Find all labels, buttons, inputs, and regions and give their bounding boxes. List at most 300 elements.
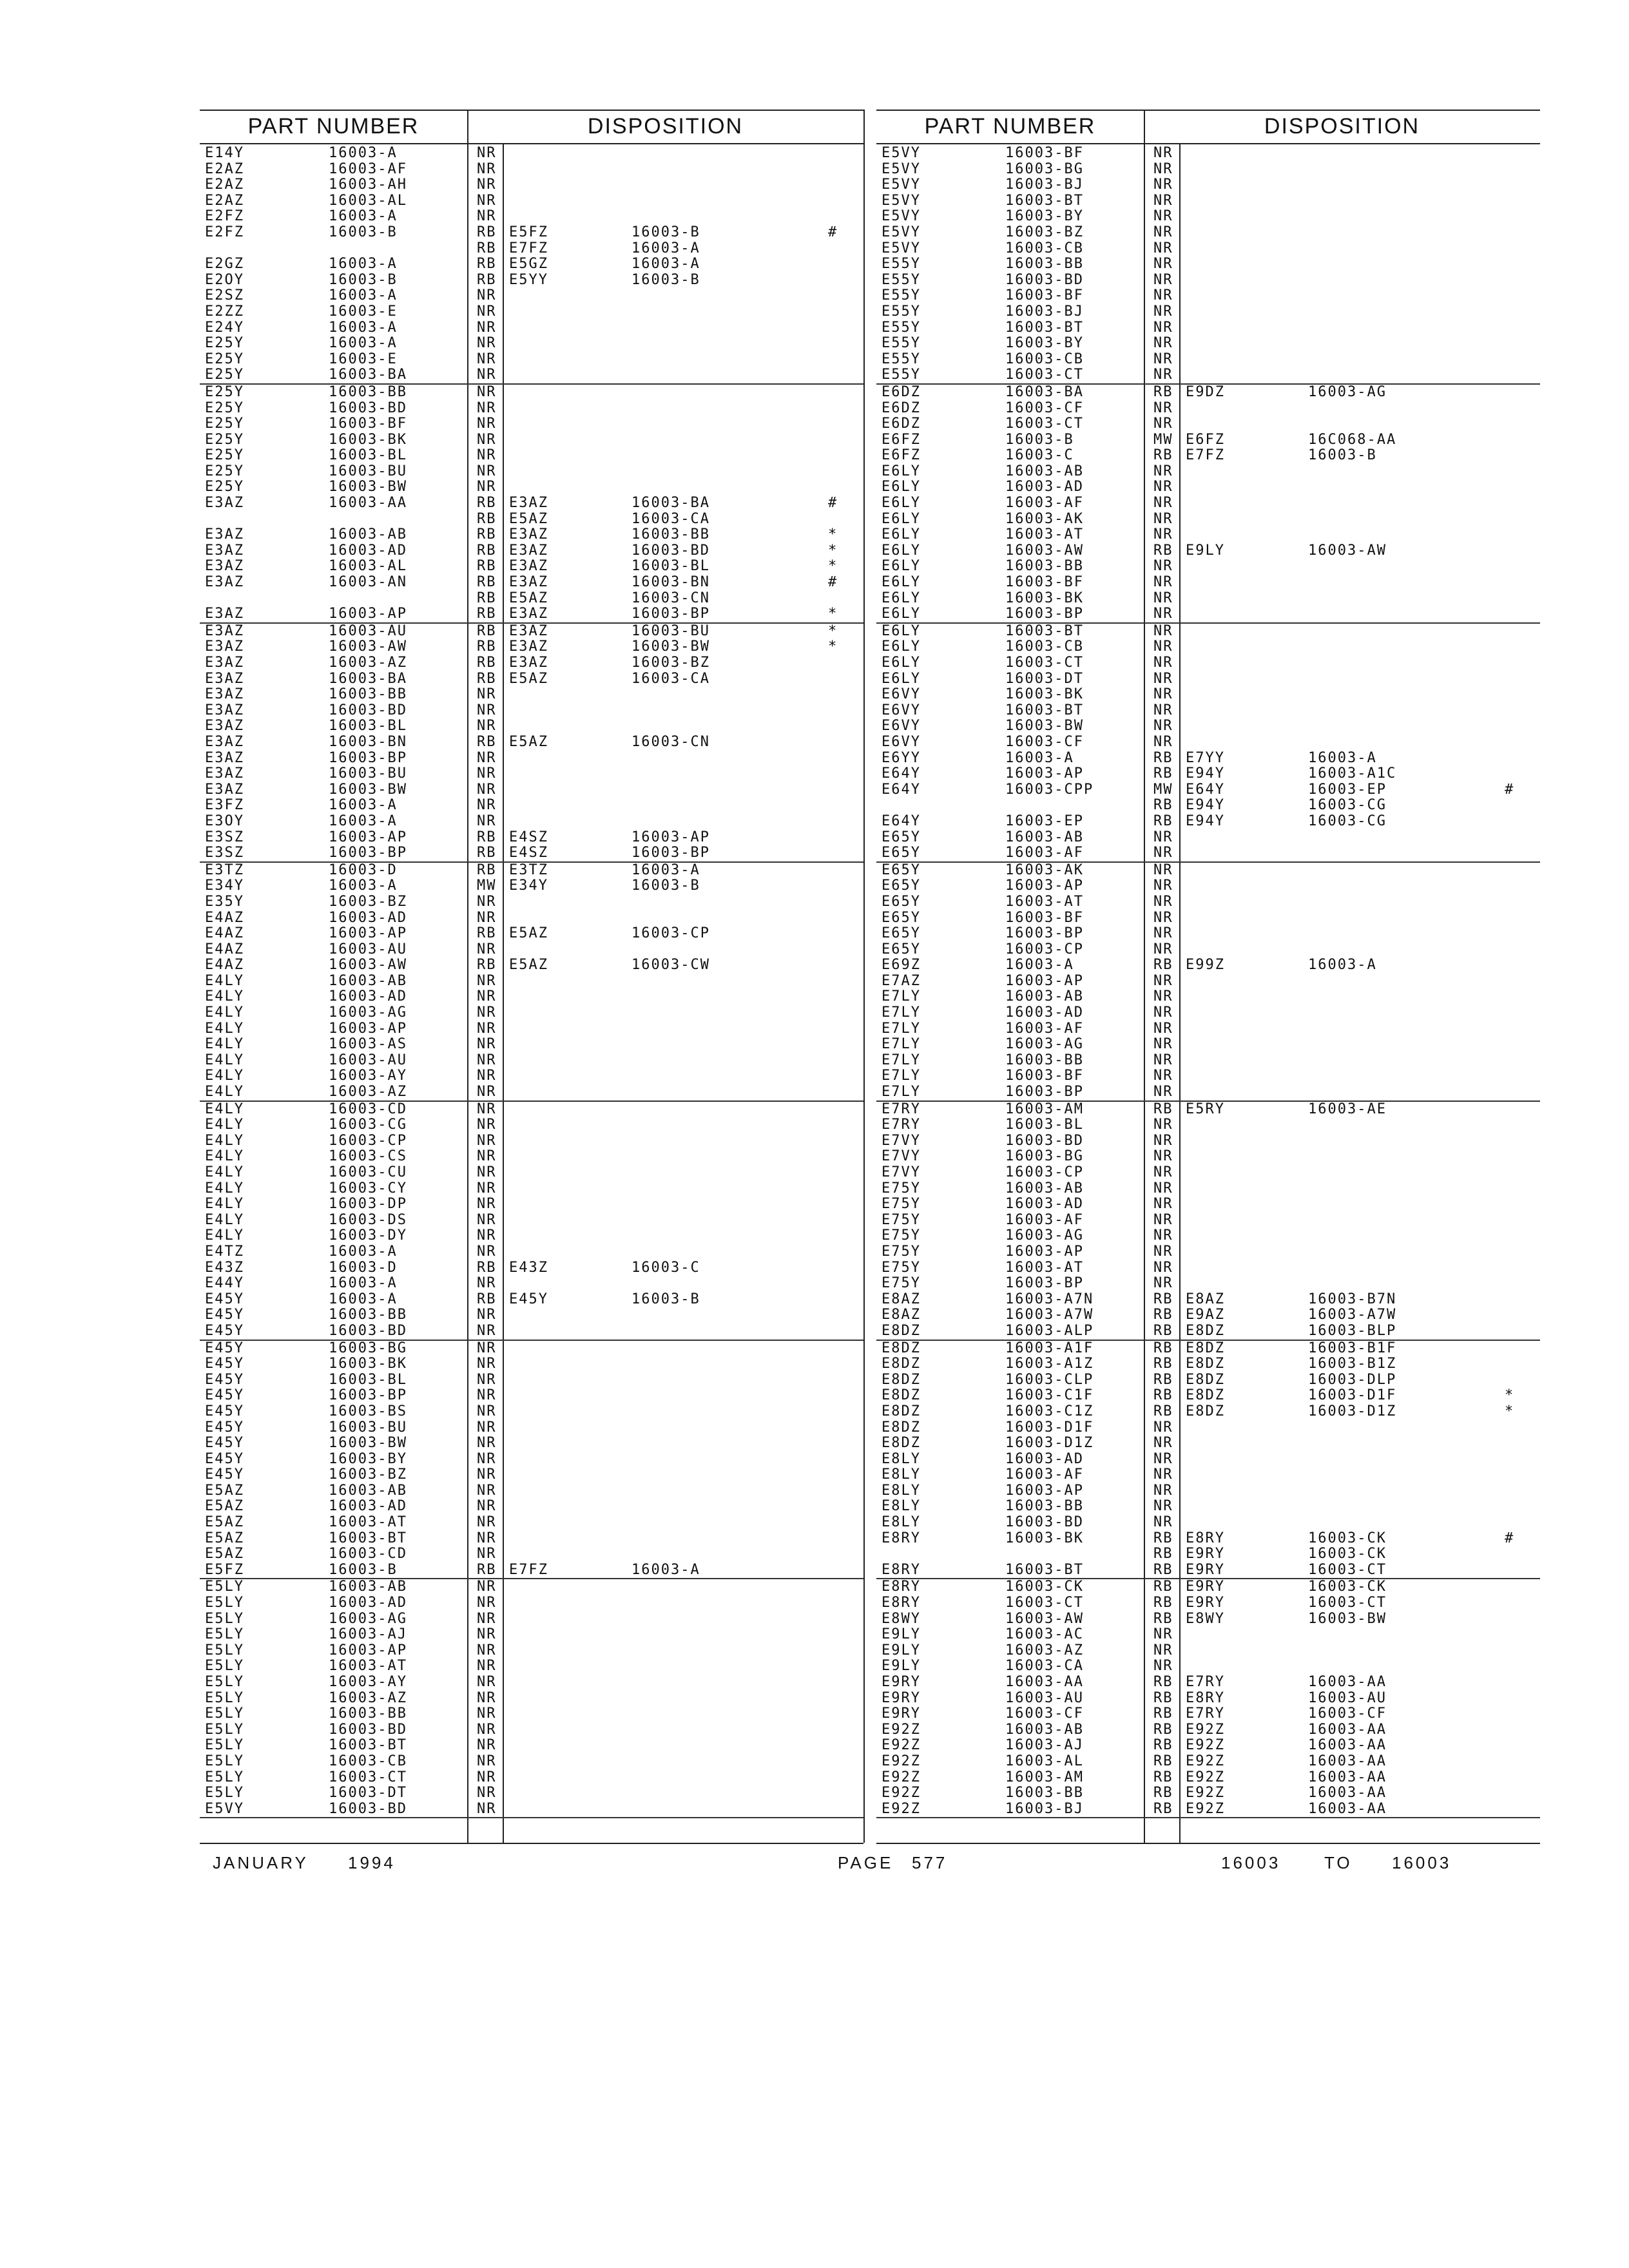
disposition-code: RB	[1153, 1530, 1173, 1546]
part-prefix: E5VY	[882, 208, 921, 225]
part-prefix: E6VY	[882, 702, 921, 718]
part-number: 16003-AT	[1005, 1259, 1084, 1276]
part-prefix: E65Y	[882, 941, 921, 957]
disposition-code: NR	[1153, 925, 1173, 942]
table-row	[876, 1181, 1540, 1197]
disposition-code: RB	[1153, 1561, 1173, 1578]
new-prefix: E8DZ	[1186, 1387, 1225, 1404]
disposition-code: MW	[1153, 431, 1173, 448]
disposition-code: NR	[1153, 416, 1173, 432]
table-row	[876, 385, 1540, 401]
new-number: 16003-AA	[1308, 1800, 1387, 1817]
part-number: 16003-BB	[1005, 1052, 1084, 1068]
disposition-code: NR	[1153, 1435, 1173, 1452]
part-prefix: E45Y	[205, 1356, 244, 1372]
part-number: 16003-AL	[1005, 1753, 1084, 1769]
disposition-code: RB	[1153, 1322, 1173, 1339]
new-number: 16003-B1Z	[1308, 1356, 1397, 1372]
disposition-code: NR	[477, 1243, 497, 1260]
part-prefix: E2GZ	[205, 256, 244, 273]
part-number: 16003-BU	[329, 463, 407, 479]
disposition-code: NR	[477, 765, 497, 782]
part-number: 16003-D	[329, 861, 398, 878]
table-row	[876, 957, 1540, 974]
new-number: 16003-BU	[631, 622, 710, 639]
disposition-code: NR	[1153, 1052, 1173, 1068]
part-number: 16003-A	[1005, 749, 1074, 766]
table-row	[876, 1244, 1540, 1260]
part-number: 16003-BP	[1005, 1275, 1084, 1292]
disposition-code: NR	[477, 1514, 497, 1531]
table-row	[876, 1531, 1540, 1547]
part-number: 16003-CB	[1005, 351, 1084, 367]
disposition-code: NR	[477, 1036, 497, 1053]
disposition-code: MW	[1153, 781, 1173, 798]
table-row	[876, 751, 1540, 767]
table-row	[876, 687, 1540, 703]
disposition-code: NR	[1153, 399, 1173, 416]
table-row	[876, 735, 1540, 751]
table-row	[876, 863, 1540, 879]
part-prefix: E8AZ	[882, 1307, 921, 1323]
part-prefix: E3AZ	[205, 542, 244, 559]
table-row	[876, 798, 1540, 814]
table-row	[200, 1084, 863, 1102]
disposition-code: NR	[1153, 192, 1173, 209]
disposition-code: NR	[477, 399, 497, 416]
table-row	[876, 606, 1540, 624]
part-prefix: E5LY	[205, 1706, 244, 1722]
table-row	[876, 162, 1540, 178]
table-row	[200, 845, 863, 863]
table-row	[200, 1611, 863, 1628]
table-row	[200, 1053, 863, 1069]
disposition-code: NR	[477, 1180, 497, 1196]
part-number: 16003-A	[329, 1275, 398, 1292]
disposition-code: NR	[1153, 622, 1173, 639]
part-prefix: E6LY	[882, 479, 921, 495]
part-number: 16003-A	[329, 287, 398, 304]
disposition-code: NR	[477, 383, 497, 400]
table-row	[200, 448, 863, 464]
disposition-code: RB	[477, 655, 497, 671]
disposition-code: NR	[477, 303, 497, 320]
disposition-code: NR	[477, 145, 497, 161]
part-number: 16003-CT	[329, 1769, 407, 1785]
disposition-code: NR	[477, 1356, 497, 1372]
part-number: 16003-AJ	[1005, 1737, 1084, 1754]
part-number: 16003-AP	[329, 606, 407, 622]
disposition-code: NR	[1153, 1132, 1173, 1149]
disposition-code: NR	[1153, 1466, 1173, 1483]
table-row	[200, 782, 863, 798]
part-prefix: E4LY	[205, 1020, 244, 1037]
part-number: 16003-BL	[1005, 1117, 1084, 1133]
part-number: 16003-BJ	[1005, 1800, 1084, 1817]
part-number: 16003-CT	[1005, 367, 1084, 383]
part-number: 16003-BK	[1005, 590, 1084, 606]
disposition-code: NR	[1153, 829, 1173, 845]
part-prefix: E2OY	[205, 271, 244, 288]
part-number: 16003-AD	[329, 909, 407, 926]
part-prefix: E3AZ	[205, 702, 244, 718]
table-row	[200, 1467, 863, 1483]
part-number: 16003-DP	[329, 1196, 407, 1213]
table-row	[200, 735, 863, 751]
part-number: 16003-AB	[1005, 1721, 1084, 1738]
part-prefix: E7LY	[882, 1052, 921, 1068]
part-number: 16003-AP	[1005, 765, 1084, 782]
part-prefix: E75Y	[882, 1227, 921, 1244]
new-number: 16003-AU	[1308, 1689, 1387, 1706]
table-row	[200, 162, 863, 178]
part-number: 16003-AL	[329, 558, 407, 575]
table-row	[876, 1611, 1540, 1628]
table-row	[200, 591, 863, 607]
disposition-code: NR	[1153, 367, 1173, 383]
part-prefix: E6LY	[882, 526, 921, 543]
disposition-code: RB	[477, 925, 497, 942]
new-number: 16003-B	[631, 224, 700, 240]
part-number: 16003-BF	[1005, 909, 1084, 926]
part-prefix: E9RY	[882, 1674, 921, 1690]
table-row	[200, 1117, 863, 1133]
new-prefix: E3AZ	[509, 558, 548, 575]
part-number: 16003-CB	[329, 1753, 407, 1769]
part-number: 16003-BK	[329, 1356, 407, 1372]
part-number: 16003-CY	[329, 1180, 407, 1196]
new-prefix: E8RY	[1186, 1530, 1225, 1546]
disposition-code: RB	[477, 1259, 497, 1276]
part-number: 16003-AT	[1005, 893, 1084, 910]
part-number: 16003-CPP	[1005, 781, 1094, 798]
new-number: 16003-BD	[631, 542, 710, 559]
new-number: 16003-A	[1308, 749, 1377, 766]
new-number: 16003-A	[631, 861, 700, 878]
new-prefix: E43Z	[509, 1259, 548, 1276]
part-number: 16003-AD	[329, 988, 407, 1005]
part-prefix: E4LY	[205, 972, 244, 989]
part-prefix: E92Z	[882, 1800, 921, 1817]
part-number: 16003-BN	[329, 733, 407, 750]
table-row	[876, 432, 1540, 448]
table-row	[200, 1802, 863, 1819]
disposition-code: NR	[477, 1595, 497, 1611]
disposition-code: NR	[1153, 303, 1173, 320]
part-prefix: E7RY	[882, 1117, 921, 1133]
part-prefix: E9LY	[882, 1626, 921, 1643]
part-prefix: E8DZ	[882, 1403, 921, 1419]
part-number: 16003-AW	[1005, 1610, 1084, 1627]
table-row	[200, 1691, 863, 1707]
part-number: 16003-BF	[329, 416, 407, 432]
table-row	[876, 830, 1540, 846]
disposition-code: NR	[477, 1340, 497, 1356]
part-number: 16003-AU	[1005, 1689, 1084, 1706]
part-number: 16003-BL	[329, 447, 407, 464]
table-row	[200, 320, 863, 336]
table-row	[876, 1658, 1540, 1675]
disposition-code: NR	[477, 1117, 497, 1133]
part-prefix: E5LY	[205, 1721, 244, 1738]
part-prefix: E2AZ	[205, 192, 244, 209]
table-row	[200, 543, 863, 559]
disposition-code: RB	[477, 861, 497, 878]
part-prefix: E25Y	[205, 399, 244, 416]
left-table	[200, 110, 863, 1849]
part-number: 16003-EP	[1005, 812, 1084, 829]
disposition-code: NR	[477, 749, 497, 766]
part-prefix: E7AZ	[882, 972, 921, 989]
part-number: 16003-BT	[1005, 1561, 1084, 1578]
disposition-code: NR	[477, 941, 497, 957]
table-row	[876, 1436, 1540, 1452]
part-number: 16003-BD	[1005, 1514, 1084, 1531]
table-row	[200, 1531, 863, 1547]
part-number: 16003-A	[329, 208, 398, 225]
part-number: 16003-D1Z	[1005, 1435, 1094, 1452]
part-prefix: E5VY	[205, 1800, 244, 1817]
part-number: 16003-BF	[1005, 1068, 1084, 1084]
disposition-code: NR	[1153, 670, 1173, 687]
part-prefix: E5LY	[205, 1785, 244, 1802]
part-number: 16003-CG	[329, 1117, 407, 1133]
part-number: 16003-DT	[329, 1785, 407, 1802]
disposition-code: RB	[1153, 1403, 1173, 1419]
footer-month: JANUARY	[213, 1853, 309, 1872]
table-row	[876, 1053, 1540, 1069]
part-prefix: E3AZ	[205, 526, 244, 543]
part-prefix: E25Y	[205, 431, 244, 448]
part-prefix: E8LY	[882, 1450, 921, 1467]
part-prefix: E65Y	[882, 861, 921, 878]
table-row	[876, 1722, 1540, 1738]
disposition-code: RB	[477, 845, 497, 861]
part-prefix: E4LY	[205, 1084, 244, 1100]
disposition-code: NR	[477, 1211, 497, 1228]
new-number: 16003-AA	[1308, 1737, 1387, 1754]
new-number: 16003-CN	[631, 590, 710, 606]
new-number: 16003-CA	[631, 670, 710, 687]
new-prefix: E9RY	[1186, 1546, 1225, 1562]
part-prefix: E3SZ	[205, 845, 244, 861]
table-row	[200, 957, 863, 974]
disposition-code: NR	[1153, 479, 1173, 495]
table-row	[200, 1754, 863, 1770]
part-number: 16003-A	[329, 878, 398, 894]
disposition-code: NR	[477, 812, 497, 829]
part-prefix: E4LY	[205, 1117, 244, 1133]
part-number: 16003-CD	[329, 1100, 407, 1117]
table-row	[876, 527, 1540, 543]
new-prefix: E5FZ	[509, 224, 548, 240]
table-row	[876, 448, 1540, 464]
part-number-header: PART NUMBER	[247, 114, 419, 139]
part-prefix: E65Y	[882, 925, 921, 942]
table-row	[876, 1149, 1540, 1165]
part-number: 16003-AB	[329, 1579, 407, 1595]
table-row	[200, 273, 863, 289]
table-row	[876, 1499, 1540, 1515]
part-prefix: E6VY	[882, 733, 921, 750]
disposition-code: RB	[1153, 542, 1173, 559]
new-prefix: E3AZ	[509, 495, 548, 512]
part-prefix: E75Y	[882, 1196, 921, 1213]
part-number: 16003-BG	[1005, 1148, 1084, 1165]
table-row	[200, 878, 863, 894]
part-prefix: E7VY	[882, 1132, 921, 1149]
new-prefix: E3AZ	[509, 542, 548, 559]
disposition-code: NR	[1153, 893, 1173, 910]
part-number: 16003-AB	[1005, 988, 1084, 1005]
table-row	[200, 146, 863, 162]
table-row	[200, 512, 863, 528]
table-row	[876, 1627, 1540, 1643]
new-number: 16003-AA	[1308, 1721, 1387, 1738]
part-number: 16003-D1F	[1005, 1419, 1094, 1436]
part-number: 16003-BW	[329, 781, 407, 798]
table-row	[876, 416, 1540, 432]
part-prefix: E65Y	[882, 909, 921, 926]
part-number: 16003-BA	[1005, 383, 1084, 400]
new-number: 16003-A	[631, 1561, 700, 1578]
disposition-code: RB	[477, 639, 497, 655]
new-number: 16003-CN	[631, 733, 710, 750]
part-prefix: E4LY	[205, 1004, 244, 1021]
disposition-code: NR	[477, 447, 497, 464]
table-row	[876, 1260, 1540, 1276]
disposition-code: NR	[477, 1579, 497, 1595]
table-row	[876, 512, 1540, 528]
disposition-code: RB	[1153, 1387, 1173, 1404]
right-rows	[876, 146, 1540, 1818]
disposition-code: NR	[1153, 655, 1173, 671]
part-prefix: E65Y	[882, 829, 921, 845]
table-row	[876, 814, 1540, 830]
part-number: 16003-CP	[1005, 1164, 1084, 1180]
disposition-code: NR	[1153, 1211, 1173, 1228]
disposition-code: RB	[1153, 1800, 1173, 1817]
part-prefix: E69Z	[882, 957, 921, 974]
part-prefix: E3SZ	[205, 829, 244, 845]
part-number: 16003-BP	[1005, 1084, 1084, 1100]
part-prefix: E4LY	[205, 1068, 244, 1084]
table-row	[200, 385, 863, 401]
disposition-code: RB	[477, 510, 497, 527]
table-row	[200, 464, 863, 480]
table-row	[200, 751, 863, 767]
part-prefix: E55Y	[882, 303, 921, 320]
table-row	[200, 304, 863, 320]
part-prefix: E5VY	[882, 160, 921, 177]
new-number: 16003-CK	[1308, 1579, 1387, 1595]
part-number: 16003-BW	[1005, 718, 1084, 735]
table-row	[200, 1323, 863, 1341]
new-number: 16003-A	[631, 240, 700, 256]
disposition-code: NR	[477, 1530, 497, 1546]
disposition-code: RB	[477, 670, 497, 687]
new-prefix: E3AZ	[509, 622, 548, 639]
table-row	[876, 1802, 1540, 1819]
part-number: 16003-AT	[329, 1514, 407, 1531]
table-row	[876, 209, 1540, 225]
new-prefix: E8DZ	[1186, 1403, 1225, 1419]
footer-page-number: 577	[912, 1853, 948, 1872]
part-number: 16003-AW	[329, 639, 407, 655]
table-row	[200, 1627, 863, 1643]
part-number: 16003-BZ	[329, 893, 407, 910]
part-number: 16003-A	[329, 335, 398, 352]
part-number: 16003-CA	[1005, 1658, 1084, 1675]
new-number: 16003-AW	[1308, 542, 1387, 559]
table-row	[200, 1483, 863, 1499]
disposition-code: NR	[1153, 287, 1173, 304]
disposition-code: RB	[1153, 1291, 1173, 1307]
part-number: 16003-AD	[1005, 1196, 1084, 1213]
table-row	[200, 1244, 863, 1260]
table-row	[200, 575, 863, 591]
part-prefix: E8DZ	[882, 1371, 921, 1388]
new-prefix: E8DZ	[1186, 1322, 1225, 1339]
new-prefix: E5AZ	[509, 670, 548, 687]
part-prefix: E65Y	[882, 878, 921, 894]
disposition-code: NR	[477, 797, 497, 814]
part-prefix: E45Y	[205, 1419, 244, 1436]
part-prefix: E92Z	[882, 1737, 921, 1754]
table-row	[876, 304, 1540, 320]
table-row	[876, 639, 1540, 655]
part-prefix: E6LY	[882, 590, 921, 606]
part-number: 16003-BP	[329, 845, 407, 861]
new-prefix: E8WY	[1186, 1610, 1225, 1627]
part-number: 16003-BD	[329, 399, 407, 416]
table-row	[876, 671, 1540, 687]
part-prefix: E55Y	[882, 319, 921, 336]
table-row	[876, 1084, 1540, 1102]
disposition-code: NR	[1153, 1020, 1173, 1037]
part-prefix: E6DZ	[882, 383, 921, 400]
new-prefix: E9LY	[1186, 542, 1225, 559]
header-rule	[200, 143, 863, 144]
table-row	[876, 367, 1540, 385]
disposition-code: NR	[1153, 319, 1173, 336]
part-prefix: E6LY	[882, 542, 921, 559]
table-row	[200, 1722, 863, 1738]
table-row	[876, 703, 1540, 719]
new-number: 16003-A7W	[1308, 1307, 1397, 1323]
new-prefix: E5AZ	[509, 925, 548, 942]
table-row	[876, 1292, 1540, 1308]
new-prefix: E3AZ	[509, 639, 548, 655]
table-row	[200, 288, 863, 304]
table-row	[200, 1021, 863, 1037]
disposition-code: NR	[1153, 1148, 1173, 1165]
table-row	[200, 1276, 863, 1292]
table-row	[876, 655, 1540, 671]
part-prefix: E2SZ	[205, 287, 244, 304]
disposition-code: NR	[1153, 733, 1173, 750]
header-rule	[876, 143, 1540, 144]
part-prefix: E64Y	[882, 765, 921, 782]
part-prefix: E5LY	[205, 1769, 244, 1785]
part-prefix: E2AZ	[205, 177, 244, 193]
part-number: 16003-BF	[1005, 287, 1084, 304]
part-prefix: E5LY	[205, 1610, 244, 1627]
disposition-code: NR	[477, 1387, 497, 1404]
disposition-code: NR	[1153, 718, 1173, 735]
disposition-code: NR	[477, 1721, 497, 1738]
part-number: 16003-CF	[1005, 399, 1084, 416]
